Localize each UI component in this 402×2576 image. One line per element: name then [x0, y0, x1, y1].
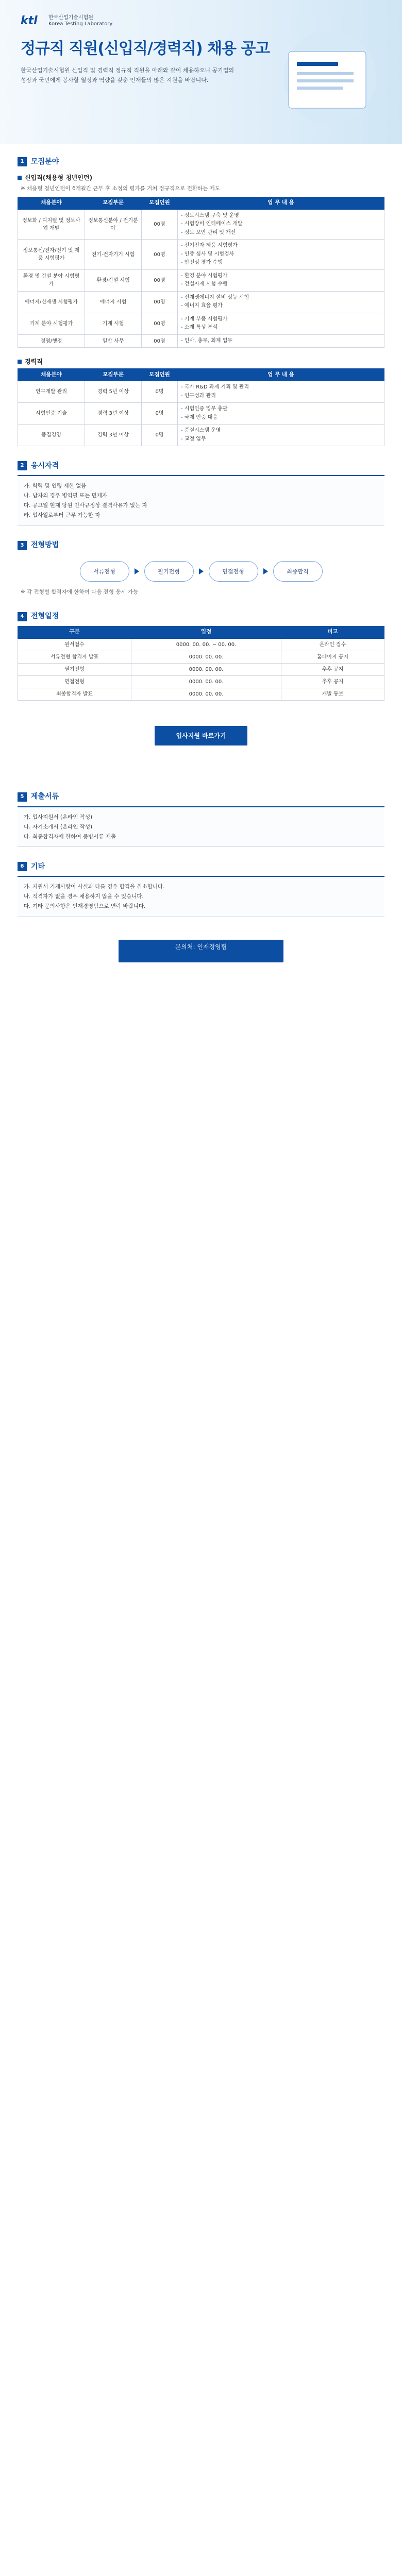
- table-header-cell: 비고: [281, 626, 384, 638]
- section-header: [18, 456, 384, 475]
- table-cell: 0000. 00. 00.: [131, 651, 281, 663]
- list-item: 가. 입사지원서 (온라인 작성): [24, 814, 93, 820]
- task-line: - 국제 인증 대응: [181, 414, 218, 420]
- table-row: [18, 638, 384, 651]
- section-header: [18, 536, 384, 555]
- table-cell-field: 품질경영: [18, 425, 85, 446]
- step-interview: 면접전형: [209, 561, 258, 582]
- arrow-right-icon: [199, 568, 204, 574]
- table-row: [18, 240, 384, 270]
- bullet-icon: [18, 176, 22, 180]
- task-line: - 시험장비 인터페이스 개발: [181, 221, 243, 227]
- table-cell-tasks: [178, 425, 384, 446]
- table-cell-count: 0명: [142, 403, 178, 425]
- section-header: [18, 152, 384, 171]
- table-cell-field: 정보화 / 디지털 및 정보사업 개발: [18, 209, 85, 240]
- header: [0, 0, 402, 144]
- table-cell-area: 에너지 시험: [85, 291, 142, 313]
- table-cell-count: 00명: [142, 334, 178, 348]
- table-header-row: [18, 197, 384, 209]
- table-cell-tasks: [178, 313, 384, 334]
- table-header-cell: 구분: [18, 626, 131, 638]
- table-cell: 0000. 00. 00.: [131, 675, 281, 688]
- section-schedule: [0, 597, 402, 783]
- list-item: 나. 자기소개서 (온라인 작성): [24, 823, 93, 830]
- list-item: 나. 남자의 경우 병역필 또는 면제자: [24, 493, 108, 499]
- section-etc: [0, 847, 402, 981]
- task-line: - 인증 심사 및 시험검사: [181, 251, 234, 257]
- list-item: 다. 최종합격자에 한하여 증빙서류 제출: [24, 833, 116, 840]
- arrow-right-icon: [263, 568, 268, 574]
- task-line: - 건설자재 시험 수행: [181, 281, 228, 287]
- logo-text: [48, 15, 112, 28]
- table-cell-field: 에너지/신재생 시험평가: [18, 291, 85, 313]
- table-cell-tasks: [178, 240, 384, 270]
- table-cell-count: 00명: [142, 240, 178, 270]
- task-line: - 국가 R&D 과제 기획 및 관리: [181, 384, 249, 391]
- table-cell-area: 전기·전자기기 시험: [85, 240, 142, 270]
- section-documents: [0, 783, 402, 848]
- step-document: 서류전형: [80, 561, 129, 582]
- table-cell-field: 시험인증 기술: [18, 403, 85, 425]
- subsection-title: 경력직: [18, 355, 384, 368]
- table-row: [18, 334, 384, 348]
- selection-steps: [18, 555, 384, 588]
- table-cell-count: 0명: [142, 381, 178, 403]
- page-title: 정규직 직원(신입직/경력직) 채용 공고: [21, 40, 270, 58]
- table-row: [18, 403, 384, 425]
- table-header-row: [18, 369, 384, 381]
- table-cell-field: 경영/행정: [18, 334, 85, 348]
- task-line: - 정보 보안 관리 및 개선: [181, 229, 236, 235]
- task-line: - 품질시스템 운영: [181, 428, 221, 434]
- table-cell-tasks: [178, 403, 384, 425]
- table-row: [18, 675, 384, 688]
- table-row: [18, 291, 384, 313]
- contact-banner: 문의처: 인재경영팀: [119, 940, 283, 962]
- table-row: [18, 269, 384, 291]
- table-cell-field: 정보통신/전자/전기 및 제품 시험평가: [18, 240, 85, 270]
- logo-mark: ktl: [21, 14, 38, 27]
- task-line: - 시험인증 업무 총괄: [181, 406, 228, 412]
- table-header-cell: 채용분야: [18, 369, 85, 381]
- table-cell: 필기전형: [18, 663, 131, 675]
- table-header-row: [18, 626, 384, 638]
- table-row: [18, 688, 384, 700]
- table-cell: 원서접수: [18, 638, 131, 651]
- section-number: 1: [18, 157, 27, 166]
- table-cell: 0000. 00. 00. ~ 00. 00.: [131, 638, 281, 651]
- list-item: 가. 지원서 기재사항이 사실과 다를 경우 합격을 취소합니다.: [24, 884, 165, 890]
- table-cell: 추후 공지: [281, 675, 384, 688]
- task-line: - 소재 특성 분석: [181, 325, 218, 331]
- table-cell: 0000. 00. 00.: [131, 688, 281, 700]
- list-item: 다. 기타 문의사항은 인재경영팀으로 연락 바랍니다.: [24, 903, 146, 910]
- section-number: 6: [18, 862, 27, 871]
- table-cell: 추후 공지: [281, 663, 384, 675]
- step-written: 필기전형: [144, 561, 194, 582]
- table-cell: 온라인 접수: [281, 638, 384, 651]
- table-cell-tasks: [178, 209, 384, 240]
- table-cell-area: 환경/건설 시험: [85, 269, 142, 291]
- table-header-cell: 업 무 내 용: [178, 197, 384, 209]
- section-number: 4: [18, 612, 27, 621]
- section-title: 응시자격: [31, 461, 59, 470]
- section-header: [18, 788, 384, 806]
- logo: [21, 14, 112, 28]
- table-cell-area: 경력 3년 이상: [85, 425, 142, 446]
- arrow-right-icon: [135, 568, 139, 574]
- logo-name: 한국산업기술시험원: [48, 14, 93, 21]
- task-line: - 전기전자 제품 시험평가: [181, 243, 238, 249]
- table-cell-count: 00명: [142, 269, 178, 291]
- task-line: - 연구성과 관리: [181, 393, 216, 399]
- section-header: [18, 857, 384, 876]
- section-title: 전형일정: [31, 612, 59, 621]
- documents-list: [18, 806, 384, 848]
- section-number: 2: [18, 461, 27, 470]
- section-title: 전형방법: [31, 541, 59, 550]
- task-line: - 기계 부품 시험평가: [181, 316, 228, 322]
- step-final: 최종합격: [273, 561, 323, 582]
- table-row: [18, 209, 384, 240]
- table-cell-tasks: [178, 381, 384, 403]
- task-line: - 교정 업무: [181, 436, 206, 442]
- table-cell-count: 00명: [142, 313, 178, 334]
- table-header-cell: 모집인원: [142, 369, 178, 381]
- section-recruit-field: [0, 144, 402, 446]
- table-cell: 최종합격자 발표: [18, 688, 131, 700]
- task-line: - 신재생에너지 설비 성능 시험: [181, 294, 249, 300]
- selection-note: ※ 각 전형별 합격자에 한하여 다음 전형 응시 가능: [21, 588, 139, 595]
- schedule-table: [18, 626, 384, 701]
- table-header-cell: 모집인원: [142, 197, 178, 209]
- section-selection: [0, 526, 402, 597]
- list-item: 나. 적격자가 없을 경우 채용하지 않을 수 있습니다.: [24, 893, 144, 900]
- table-cell-field: 기계 분야 시험평가: [18, 313, 85, 334]
- table-cell-count: 0명: [142, 425, 178, 446]
- table-header-cell: 일정: [131, 626, 281, 638]
- section-number: 3: [18, 541, 27, 550]
- table-header-cell: 모집부문: [85, 369, 142, 381]
- section-qualification: [0, 446, 402, 526]
- table-cell-tasks: [178, 334, 384, 348]
- logo-sub: Korea Testing Laboratory: [48, 21, 113, 27]
- table-header-cell: 모집부문: [85, 197, 142, 209]
- task-line: - 정보시스템 구축 및 운영: [181, 212, 239, 218]
- task-line: - 환경 분야 시험평가: [181, 273, 228, 279]
- subsection-title: 신입직(채용형 청년인턴): [18, 171, 384, 184]
- table-cell-field: 연구개발 관리: [18, 381, 85, 403]
- task-line: - 인사, 총무, 회계 업무: [181, 337, 232, 344]
- page-description: 한국산업기술시험원 신입직 및 경력직 정규직 직원을 아래와 같이 채용하오니 공기업의 성장과 국민에게 봉사할 열정과 역량을 갖춘 인재들의 많은 지원을 바랍니다.: [21, 67, 234, 83]
- section-number: 5: [18, 792, 27, 802]
- table-row: [18, 651, 384, 663]
- table-header-cell: 업 무 내 용: [178, 369, 384, 381]
- table-cell-area: 일반 사무: [85, 334, 142, 348]
- table-cell: 홈페이지 공지: [281, 651, 384, 663]
- section-title: 모집분야: [31, 157, 59, 166]
- etc-list: [18, 876, 384, 917]
- table-row: [18, 663, 384, 675]
- recruit-table: [18, 197, 384, 348]
- task-line: - 에너지 효율 평가: [181, 303, 223, 309]
- list-item: 가. 학력 및 연령 제한 없음: [24, 483, 87, 489]
- table-cell-count: 00명: [142, 291, 178, 313]
- header-illustration: [258, 21, 381, 134]
- table-row: [18, 381, 384, 403]
- career-table: [18, 368, 384, 446]
- table-cell: 개별 통보: [281, 688, 384, 700]
- table-cell-area: 기계 시험: [85, 313, 142, 334]
- subsection-note: ※ 채용형 청년인턴이 6개월간 근무 후 소정의 평가를 거쳐 정규직으로 전환하는 제도: [21, 185, 220, 192]
- list-item: 라. 입사일로부터 근무 가능한 자: [24, 512, 100, 519]
- table-cell: 0000. 00. 00.: [131, 663, 281, 675]
- table-row: [18, 313, 384, 334]
- qualification-list: [18, 475, 384, 526]
- section-header: [18, 607, 384, 626]
- table-cell: 서류전형 합격자 발표: [18, 651, 131, 663]
- list-item: 다. 공고일 현재 당원 인사규정상 결격사유가 없는 자: [24, 502, 147, 509]
- table-cell-area: 정보통신분야 / 전기분야: [85, 209, 142, 240]
- bullet-icon: [18, 360, 22, 364]
- table-cell-count: 00명: [142, 209, 178, 240]
- section-title: 기타: [31, 862, 45, 871]
- table-row: [18, 425, 384, 446]
- table-cell: 면접전형: [18, 675, 131, 688]
- table-cell-area: 경력 5년 이상: [85, 381, 142, 403]
- table-cell-field: 환경 및 건설 분야 시험평가: [18, 269, 85, 291]
- table-cell-area: 경력 3년 이상: [85, 403, 142, 425]
- section-title: 제출서류: [31, 792, 59, 801]
- table-header-cell: 채용분야: [18, 197, 85, 209]
- apply-button[interactable]: 입사지원 바로가기: [155, 726, 247, 745]
- table-cell-tasks: [178, 269, 384, 291]
- task-line: - 안전성 평가 수행: [181, 260, 223, 266]
- table-cell-tasks: [178, 291, 384, 313]
